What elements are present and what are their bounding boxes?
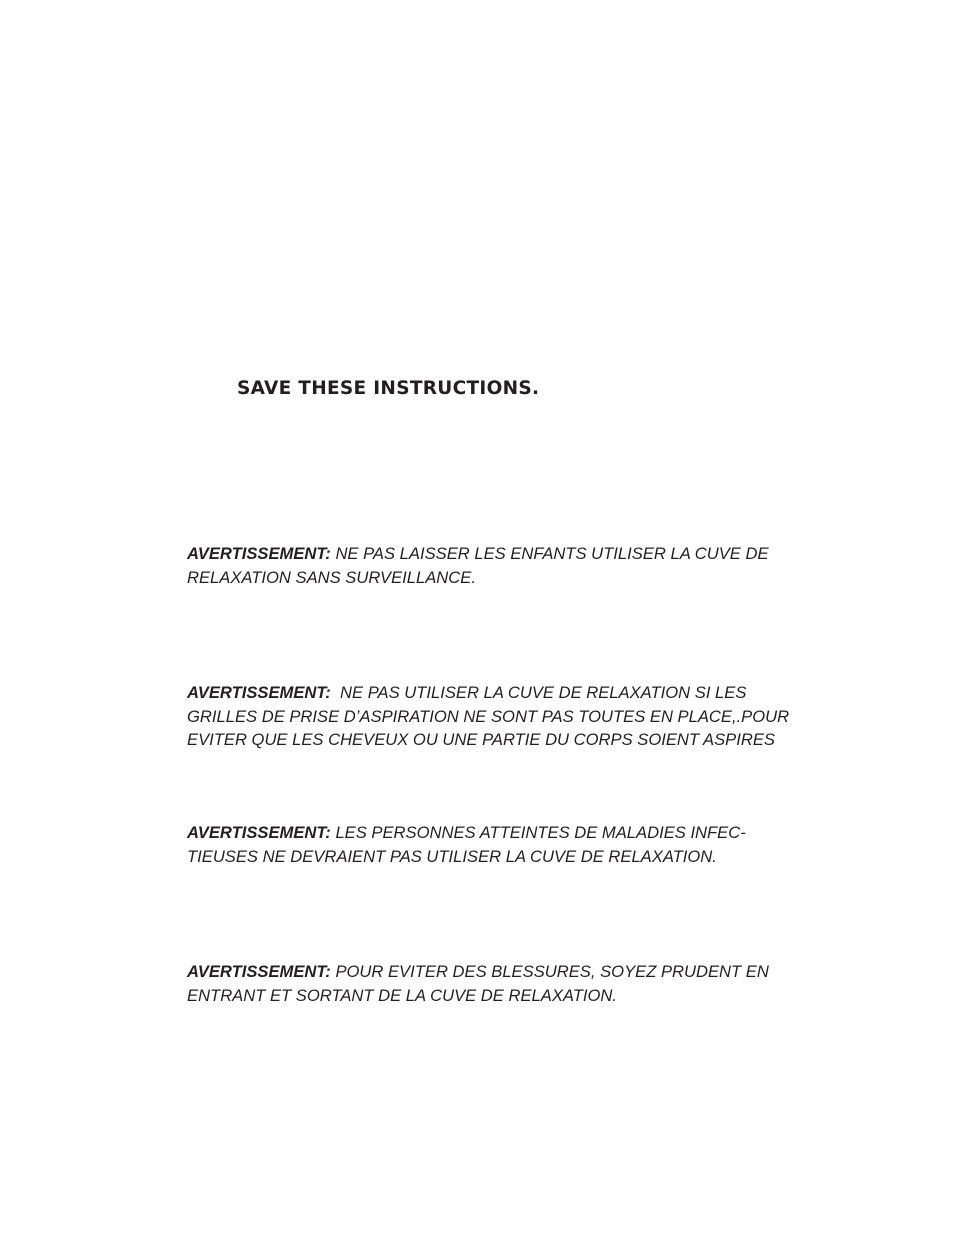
warning-line: GRILLES DE PRISE D’ASPIRATION NE SONT PAS TOUTES EN PLACE,.POUR [187, 706, 790, 726]
warning-label: AVERTISSEMENT: [187, 962, 331, 981]
warning-line [187, 542, 787, 566]
warning-label: AVERTISSEMENT: [187, 544, 331, 563]
warning-entering-exiting [187, 960, 787, 1007]
warning-children-supervision [187, 542, 787, 589]
warning-line [187, 821, 787, 845]
warning-label: AVERTISSEMENT: [187, 683, 331, 702]
page-heading: SAVE THESE INSTRUCTIONS. [237, 378, 540, 399]
warning-text: POUR EVITER DES BLESSURES, SOYEZ PRUDENT EN [330, 962, 769, 981]
warning-line: RELAXATION SANS SURVEILLANCE. [187, 567, 476, 587]
warning-line: EVITER QUE LES CHEVEUX OU UNE PARTIE DU CORPS SOIENT ASPIRES [187, 730, 775, 749]
warning-infectious-diseases [187, 821, 787, 868]
warning-text: LES PERSONNES ATTEINTES DE MALADIES INFEC- [330, 823, 746, 842]
warning-text: NE PAS UTILISER LA CUVE DE RELAXATION SI LES [330, 683, 747, 702]
warning-suction-grilles [187, 681, 790, 752]
warning-line: ENTRANT ET SORTANT DE LA CUVE DE RELAXATION. [187, 985, 617, 1005]
warning-line: TIEUSES NE DEVRAIENT PAS UTILISER LA CUVE DE RELAXATION. [187, 846, 717, 866]
warning-text: NE PAS LAISSER LES ENFANTS UTILISER LA CUVE DE [330, 544, 769, 563]
warning-label: AVERTISSEMENT: [187, 823, 331, 842]
warning-line [187, 960, 787, 984]
warning-line [187, 681, 787, 705]
